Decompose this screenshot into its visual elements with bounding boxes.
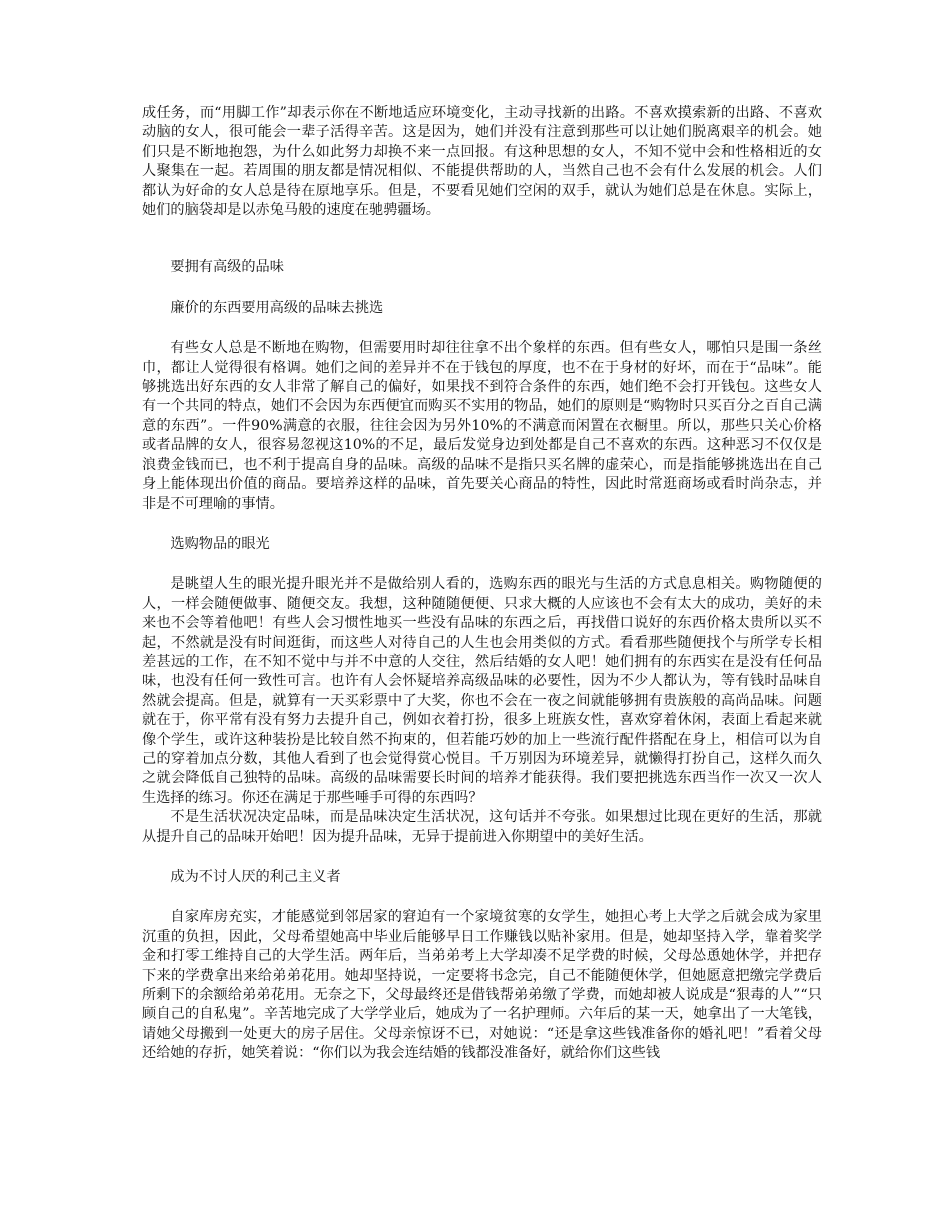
- document-page: [142, 104, 822, 1064]
- paragraph-vision: 是眺望人生的眼光提升眼光并不是做给别人看的，选购东西的眼光与生活的方式息息相关。购物随便的人，一样会随便做事、随便交友。我想，这种随随便便、只求大概的人应该也不会有太大的成功，美好的未来也不会等着他吧！有些人会习惯性地买一些没有品味的东西之后，再找借口说好的东西价格太贵所以买不起，不然就是没有时间逛街，而这些人对待自己的人生也会用类似的方式。看看那些随便找个与所学专长相差甚远的工作，在不知不觉中与并不中意的人交往，然后结婚的女人吧！她们拥有的东西实在是没有任何品味，也没有任何一致性可言。也许有人会怀疑培养高级品味的必要性，因为不少人都认为，等有钱时品味自然就会提高。但是，就算有一天买彩票中了大奖，你也不会在一夜之间就能够拥有贵族般的高尚品味。问题就在于，你平常有没有努力去提升自己，例如衣着打扮，很多上班族女性，喜欢穿着休闲，表面上看起来就像个学生，或许这种装扮是比较自然不拘束的，但若能巧妙的加上一些流行配件搭配在身上，相信可以为自己的穿着加点分数，其他人看到了也会觉得赏心悦目。千万别因为环境差异，就懒得打扮自己，这样久而久之就会降低自己独特的品味。高级的品味需要长时间的培养才能获得。我们要把挑选东西当作一次又一次人生选择的练习。你还在满足于那些唾手可得的东西吗？: [142, 576, 822, 806]
- section-heading-taste: 要拥有高级的品味: [170, 259, 284, 276]
- subheading-eye-for-goods: 选购物品的眼光: [170, 535, 270, 552]
- subheading-cheap-things: 廉价的东西要用高级的品味去挑选: [170, 299, 384, 316]
- paragraph-intro: 成任务，而“用脚工作”却表示你在不断地适应环境变化，主动寻找新的出路。不喜欢摸索新的出路、不喜欢动脑的女人，很可能会一辈子活得辛苦。这是因为，她们并没有注意到那些可以让她们脱离艰辛的机会。她们只是不断地抱怨，为什么如此努力却换不来一点回报。有这种思想的女人，不知不觉中会和性格相近的女人聚集在一起。若周围的朋友都是情况相似、不能提供帮助的人，当然自己也不会有什么发展的机会。人们都认为好命的女人总是待在原地享乐。但是，不要看见她们空闲的双手，就认为她们总是在休息。实际上，她们的脑袋却是以赤兔马般的速度在驰骋疆场。: [142, 105, 822, 219]
- section-heading-egoist: 成为不讨人厌的利己主义者: [170, 869, 341, 885]
- paragraph-taste-life: 不是生活状况决定品味，而是品味决定生活状况，这句话并不夸张。如果想过比现在更好的生活，那就从提升自己的品味开始吧！因为提升品味，无异于提前进入你期望中的美好生活。: [142, 809, 822, 845]
- paragraph-student-story: 自家库房充实，才能感觉到邻居家的窘迫有一个家境贫寒的女学生，她担心考上大学之后就会成为家里沉重的负担，因此，父母希望她高中毕业后能够早日工作赚钱以贴补家用。但是，她却坚持入学，靠着奖学金和打零工维持自己的大学生活。两年后，当弟弟考上大学却凑不足学费的时候，父母怂恿她休学，并把存下来的学费拿出来给弟弟花用。她却坚持说，一定要将书念完，自己不能随便休学，但她愿意把缴完学费后所剩下的余额给弟弟花用。无奈之下，父母最终还是借钱帮弟弟缴了学费，而她却被人说成是“狠毒的人”“只顾自己的自私鬼”。辛苦地完成了大学学业后，她成为了一名护理师。六年后的某一天，她拿出了一大笔钱，请她父母搬到一处更大的房子居住。父母亲惊讶不已，对她说：“还是拿这些钱准备你的婚礼吧！”看着父母还给她的存折，她笑着说：“你们以为我会连结婚的钱都没准备好，就给你们这些钱: [142, 909, 822, 1062]
- paragraph-shopping: 有些女人总是不断地在购物，但需要用时却往往拿不出个象样的东西。但有些女人，哪怕只是围一条丝巾，都让人觉得很有格调。她们之间的差异并不在于钱包的厚度，也不在于身材的好坏，而在于“品味”。能够挑选出好东西的女人非常了解自己的偏好，如果找不到符合条件的东西，她们绝不会打开钱包。这些女人有一个共同的特点，她们不会因为东西便宜而购买不实用的物品，她们的原则是“购物时只买百分之百自己满意的东西”。一件90%满意的衣服，往往会因为另外10%的不满意而闲置在衣橱里。所以，那些只关心价格或者品牌的女人，很容易忽视这10%的不足，最后发觉身边到处都是自己不喜欢的东西。这种恶习不仅仅是浪费金钱而已，也不利于提高自身的品味。高级的品味不是指只买名牌的虚荣心，而是指能够挑选出在自己身上能体现出价值的商品。要培养这样的品味，首先要关心商品的特性，因此时常逛商场或看时尚杂志，并非是不可理喻的事情。: [142, 340, 822, 512]
